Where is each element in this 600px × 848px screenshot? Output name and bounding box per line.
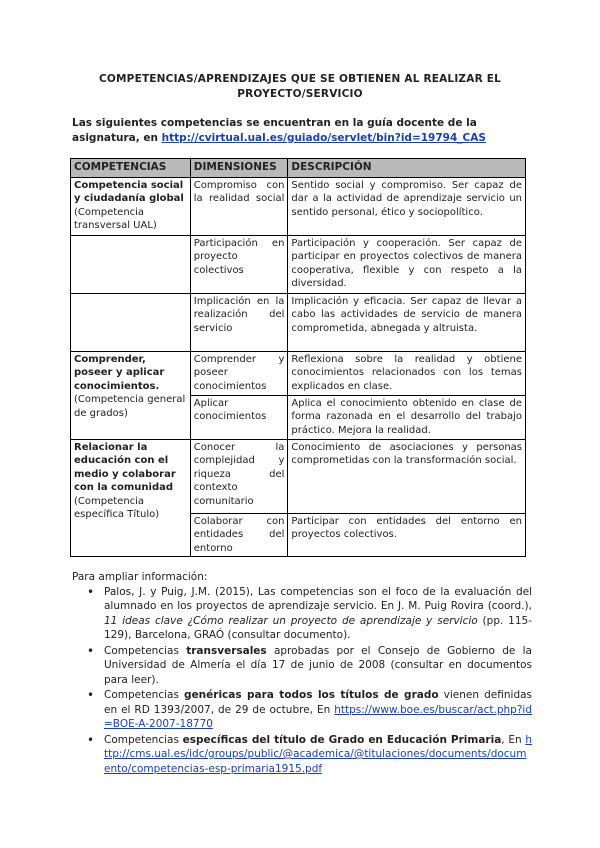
ref-text: Competencias — [104, 689, 185, 701]
ref-text: , En — [501, 733, 526, 746]
header-dimensiones: DIMENSIONES — [190, 159, 288, 178]
description-cell: Participación y cooperación. Ser capaz de participar en proyectos colectivos de manera cooperativa, flexible y con respeto a la diversidad. — [288, 235, 526, 293]
list-item — [104, 688, 532, 732]
description-cell: Sentido social y compromiso. Ser capaz de dar a la actividad de aprendizaje servicio un sentido personal, ético y sociopolítico. — [288, 177, 526, 235]
competencia-cell — [71, 177, 191, 235]
list-item — [104, 733, 532, 777]
ref-text: vienen definidas en el RD 1393/2007, de 29 de octubre, En — [104, 689, 533, 716]
competencia-name: Comprender, poseer y aplicar conocimientos. — [74, 353, 165, 392]
table-row — [71, 439, 526, 513]
more-info-heading: Para ampliar información: — [72, 571, 208, 583]
ref-bold: específicas del título de Grado en Educación Primaria — [182, 733, 502, 746]
description-cell: Aplica el conocimiento obtenido en clase de forma razonada en el desarrollo del trabajo práctico. Mejora la realidad. — [288, 395, 526, 439]
dimension-cell: Participación en proyecto colectivos — [190, 235, 288, 293]
guide-link[interactable]: http://cvirtual.ual.es/guiado/servlet/bin?id=19794_CAS — [161, 132, 486, 144]
intro-paragraph — [72, 116, 532, 146]
list-item — [104, 585, 532, 643]
ref-text: Competencias — [104, 644, 187, 657]
dimension-cell: Implicación en la realización del servicio — [190, 293, 288, 351]
dimension-cell: Comprender y poseer conocimientos — [190, 351, 288, 395]
more-info-section — [72, 570, 532, 777]
header-descripcion: DESCRIPCIÓN — [288, 159, 526, 178]
competencies-table — [70, 158, 526, 557]
table-row — [71, 293, 526, 351]
list-item — [104, 644, 532, 688]
competencia-type: (Competencia transversal UAL) — [74, 206, 157, 231]
table-header-row — [71, 159, 526, 178]
ref-text: Palos, J. y Puig, J.M. (2015), Las competencias son el foco de la evaluación del alumnado en los proyectos de aprendizaje servicio. En J. M. Puig Rovira (coord.), — [104, 585, 532, 612]
competencia-type: (Competencia general de grados) — [74, 394, 186, 419]
competencia-type: (Competencia específica Título) — [74, 495, 160, 520]
book-title: 11 ideas clave ¿Cómo realizar un proyecto de aprendizaje y servicio — [104, 614, 478, 627]
description-cell: Participar con entidades del entorno en proyectos colectivos. — [288, 513, 526, 557]
ref-text: aprobadas por el Consejo de Gobierno de la Universidad de Almería el día 17 de junio de 2008 (consultar en documentos para leer). — [104, 644, 532, 686]
page-title: COMPETENCIAS/APRENDIZAJES QUE SE OBTIENEN AL REALIZAR EL PROYECTO/SERVICIO — [99, 73, 501, 100]
reference-list — [72, 585, 532, 777]
description-cell: Reflexiona sobre la realidad y obtiene conocimientos relacionados con los temas explicados en clase. — [288, 351, 526, 395]
dimension-cell: Colaborar con entidades del entorno — [190, 513, 288, 557]
competencia-cell — [71, 351, 191, 439]
competencia-name: Relacionar la educación con el medio y colaborar con la comunidad — [74, 441, 176, 493]
description-cell: Implicación y eficacia. Ser capaz de llevar a cabo las actividades de servicio de manera comprometida, abnegada y altruista. — [288, 293, 526, 351]
ual-link[interactable]: http://cms.ual.es/idc/groups/public/@academica/@titulaciones/documents/documento/competencias-esp-primaria1915.pdf — [104, 733, 532, 775]
competencia-cell — [71, 439, 191, 557]
table-row — [71, 351, 526, 395]
dimension-cell: Compromiso con la realidad social — [190, 177, 288, 235]
intro-text: Las siguientes competencias se encuentran en la guía docente de la asignatura, en — [72, 117, 477, 144]
competencia-name: Competencia social y ciudadanía global — [74, 179, 184, 204]
ref-text: Competencias — [104, 733, 183, 746]
ref-text: (pp. 115-129), Barcelona, GRAÓ (consultar documento). — [104, 614, 532, 641]
boe-link[interactable]: https://www.boe.es/buscar/act.php?id=BOE-A-2007-18770 — [104, 703, 532, 730]
dimension-cell: Conocer la complejidad y riqueza del contexto comunitario — [190, 439, 288, 513]
ref-bold: genéricas para todos los títulos de grado — [184, 689, 439, 701]
table-row — [71, 177, 526, 235]
competencia-cell-empty — [71, 235, 191, 293]
header-competencias: COMPETENCIAS — [71, 159, 191, 178]
table-row — [71, 235, 526, 293]
competencia-cell-empty — [71, 293, 191, 351]
description-cell: Conocimiento de asociaciones y personas comprometidas con la transformación social. — [288, 439, 526, 513]
ref-bold: transversales — [186, 644, 267, 657]
dimension-cell: Aplicar conocimientos — [190, 395, 288, 439]
